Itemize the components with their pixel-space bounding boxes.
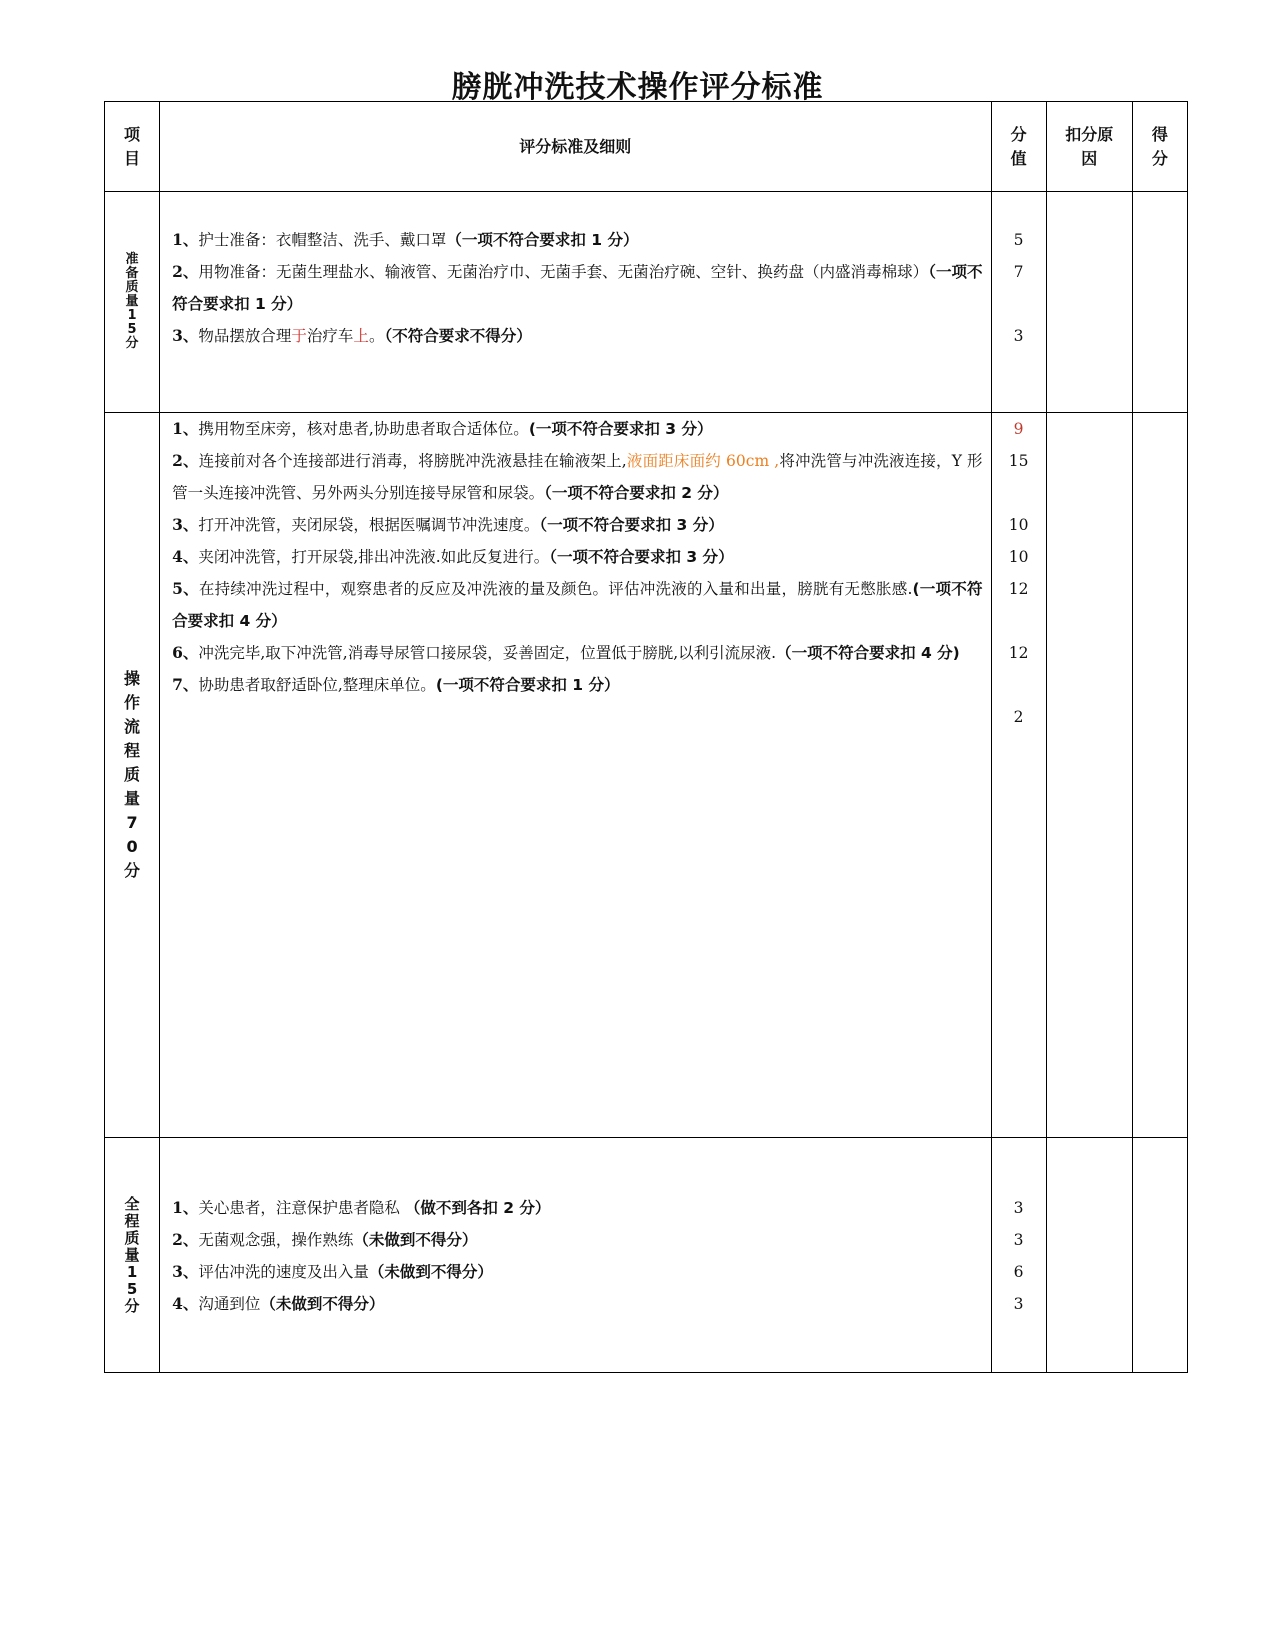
points-value: 12 xyxy=(1008,580,1029,598)
criteria-item: 6、冲洗完毕,取下冲洗管,消毒导尿管口接尿袋，妥善固定，位置低于膀胱,以利引流尿液.（一项不符合要求扣 4 分) xyxy=(172,643,960,662)
criteria-item: 3、评估冲洗的速度及出入量（未做到不得分） xyxy=(172,1262,493,1281)
reason-cell xyxy=(1046,1138,1132,1373)
header-criteria: 评分标准及细则 xyxy=(160,102,991,192)
points-value: 7 xyxy=(1013,263,1024,281)
criteria-overall xyxy=(160,1138,991,1373)
page-title: 膀胱冲洗技术操作评分标准 xyxy=(451,70,824,105)
criteria-item: 2、无菌观念强，操作熟练（未做到不得分） xyxy=(172,1230,478,1249)
scoring-table xyxy=(104,101,1188,1373)
header-row xyxy=(105,102,1188,192)
criteria-item: 2、用物准备：无菌生理盐水、输液管、无菌治疗巾、无菌手套、无菌治疗碗、空针、换药盘（内盛消毒棉球）（一项不符合要求扣 1 分） xyxy=(172,262,983,313)
section-procedure xyxy=(105,413,1188,1138)
points-value: 15 xyxy=(1008,452,1029,470)
criteria-item: 5、在持续冲洗过程中，观察患者的反应及冲洗液的量及颜色。评估冲洗液的入量和出量，膀胱有无憋胀感.(一项不符合要求扣 4 分） xyxy=(172,579,983,630)
category-preparation: 准备质量15分 xyxy=(105,192,160,413)
criteria-item: 1、护士准备：衣帽整洁、洗手、戴口罩（一项不符合要求扣 1 分） xyxy=(172,230,639,249)
points-value: 10 xyxy=(1008,516,1029,534)
points-value: 3 xyxy=(1013,327,1024,345)
criteria-item: 7、协助患者取舒适卧位,整理床单位。(一项不符合要求扣 1 分） xyxy=(172,675,620,694)
score-cell xyxy=(1132,1138,1187,1373)
criteria-item: 1、关心患者，注意保护患者隐私 （做不到各扣 2 分） xyxy=(172,1198,551,1217)
points-preparation xyxy=(991,192,1046,413)
criteria-item: 4、夹闭冲洗管，打开尿袋,排出冲洗液.如此反复进行。（一项不符合要求扣 3 分） xyxy=(172,547,734,566)
section-preparation xyxy=(105,192,1188,413)
category-procedure: 操作流程质量70分 xyxy=(105,413,160,1138)
reason-cell xyxy=(1046,413,1132,1138)
criteria-item: 4、沟通到位（未做到不得分） xyxy=(172,1294,385,1313)
points-procedure xyxy=(991,413,1046,1138)
points-value: 10 xyxy=(1008,548,1029,566)
points-value: 2 xyxy=(1013,708,1024,726)
score-cell xyxy=(1132,413,1187,1138)
points-value: 3 xyxy=(1013,1295,1024,1313)
reason-cell xyxy=(1046,192,1132,413)
points-value: 12 xyxy=(1008,644,1029,662)
points-value: 5 xyxy=(1013,231,1024,249)
criteria-item: 3、打开冲洗管，夹闭尿袋，根据医嘱调节冲洗速度。（一项不符合要求扣 3 分） xyxy=(172,515,724,534)
header-reason: 扣分原因 xyxy=(1046,102,1132,192)
points-value: 6 xyxy=(1013,1263,1024,1281)
criteria-item: 3、物品摆放合理于治疗车上。（不符合要求不得分） xyxy=(172,326,532,345)
points-value: 3 xyxy=(1013,1231,1024,1249)
criteria-procedure xyxy=(160,413,991,1138)
criteria-preparation xyxy=(160,192,991,413)
section-overall xyxy=(105,1138,1188,1373)
header-item: 项目 xyxy=(105,102,160,192)
points-value: 3 xyxy=(1013,1199,1024,1217)
criteria-item: 2、连接前对各个连接部进行消毒，将膀胱冲洗液悬挂在输液架上,液面距床面约 60cm ,将冲洗管与冲洗液连接，Y 形管一头连接冲洗管、另外两头分别连接导尿管和尿袋。（一项不符合要求扣 2 分） xyxy=(172,451,983,502)
points-overall xyxy=(991,1138,1046,1373)
points-value: 9 xyxy=(1013,420,1024,438)
criteria-item: 1、携用物至床旁，核对患者,协助患者取合适体位。(一项不符合要求扣 3 分） xyxy=(172,419,713,438)
header-points: 分值 xyxy=(991,102,1046,192)
header-score: 得分 xyxy=(1132,102,1187,192)
score-cell xyxy=(1132,192,1187,413)
category-overall: 全程质量15分 xyxy=(105,1138,160,1373)
